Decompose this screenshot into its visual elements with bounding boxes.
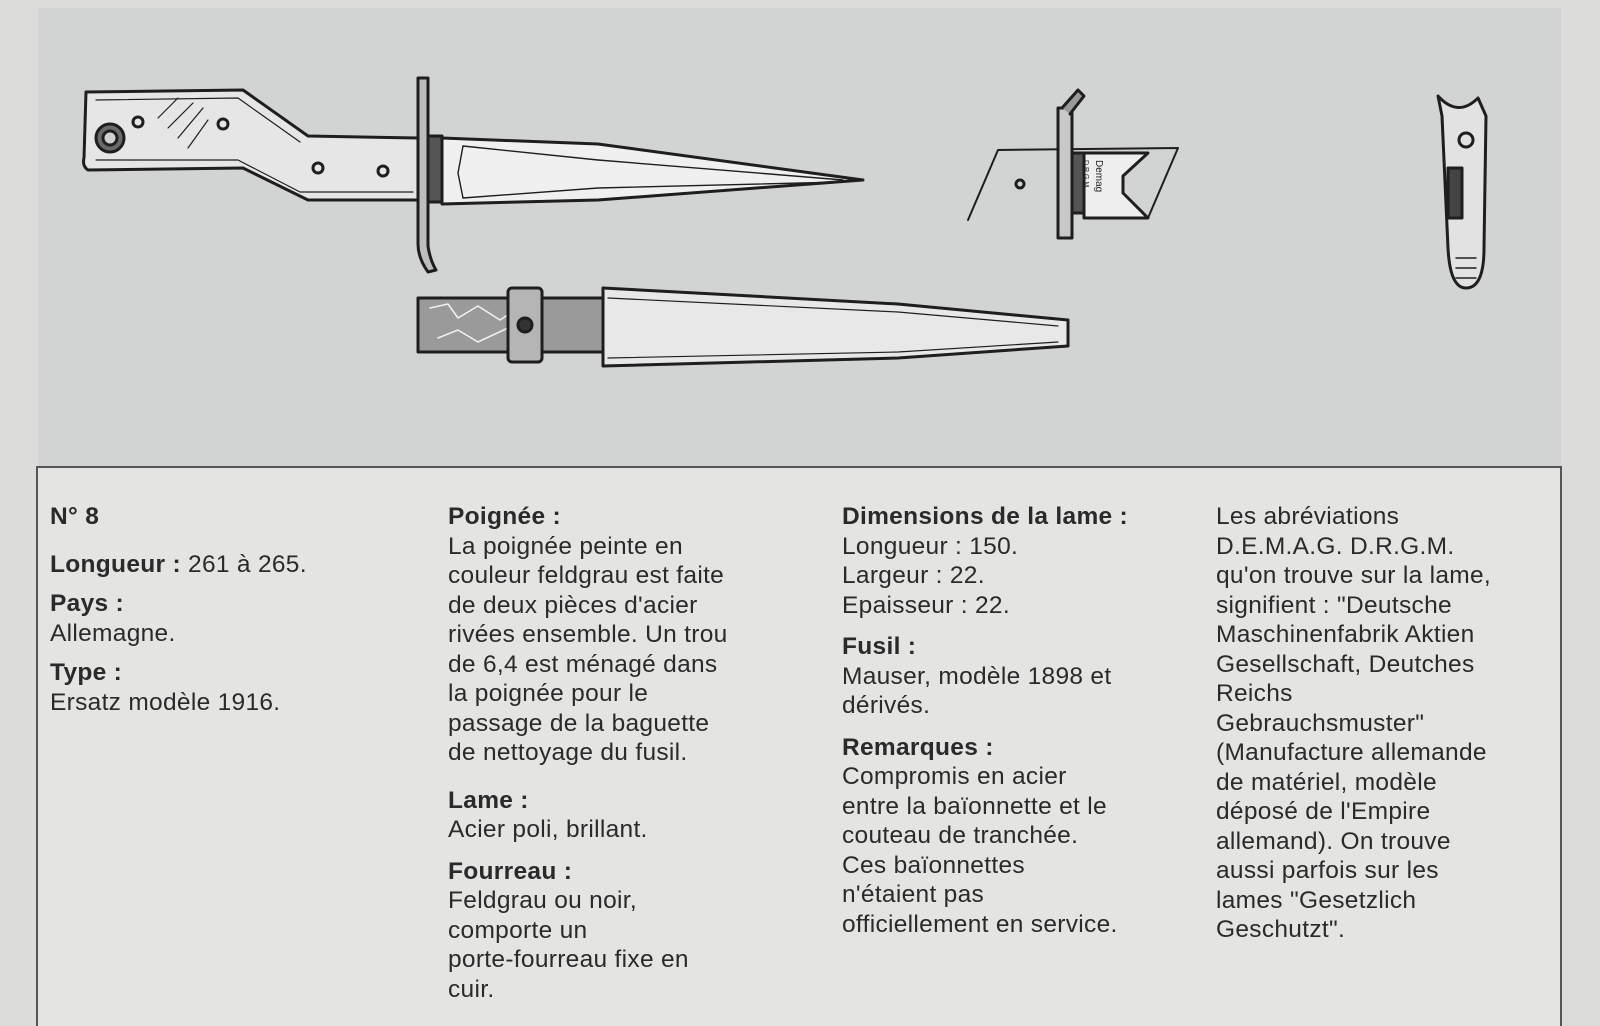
- remarques-line: entre la baïonnette et le: [842, 792, 1107, 820]
- poignee-line: de 6,4 est ménagé dans: [448, 650, 718, 678]
- poignee-line: de nettoyage du fusil.: [448, 739, 688, 766]
- abreviations-line: allemand). On trouve: [1216, 827, 1451, 855]
- longueur-label: Longueur :: [50, 550, 181, 578]
- abreviations-line: Maschinenfabrik Aktien: [1216, 621, 1475, 648]
- abreviations-line: Les abréviations: [1216, 503, 1400, 530]
- remarques-label: Remarques :: [842, 733, 994, 761]
- fourreau-line: cuir.: [448, 975, 495, 1003]
- abreviations-line: qu'on trouve sur la lame,: [1216, 562, 1492, 589]
- remarques-line: couteau de tranchée.: [842, 822, 1079, 849]
- scabbard-body: [603, 288, 1068, 366]
- poignee-line: de deux pièces d'acier: [448, 591, 698, 619]
- poignee-line: passage de la baguette: [448, 709, 710, 737]
- abreviations-line: Reichs: [1216, 680, 1293, 707]
- bayonet-drawing: [38, 8, 1561, 468]
- dimensions-longueur: Longueur : 150.: [842, 532, 1019, 560]
- abreviations-line: Gesellschaft, Deutches: [1216, 650, 1475, 678]
- abreviations-line: (Manufacture allemande: [1216, 739, 1487, 766]
- pays-label: Pays :: [50, 590, 124, 617]
- remarques-line: n'étaient pas: [842, 881, 985, 908]
- type-label: Type :: [50, 659, 123, 686]
- stamp-demag: Demag: [1093, 160, 1104, 193]
- abreviations-line: déposé de l'Empire: [1216, 798, 1431, 825]
- column-dimensions: [842, 502, 1212, 939]
- remarques-line: Ces baïonnettes: [842, 851, 1025, 879]
- column-poignee: [448, 502, 828, 1004]
- longueur-value: 261 à 265.: [188, 550, 307, 578]
- fourreau-line: Feldgrau ou noir,: [448, 887, 637, 914]
- pays-value: Allemagne.: [50, 619, 176, 647]
- stamp-drgm: D.R.G.M.: [1082, 160, 1089, 190]
- fusil-line: dérivés.: [842, 692, 931, 719]
- fusil-label: Fusil :: [842, 633, 917, 660]
- poignee-line: rivées ensemble. Un trou: [448, 621, 728, 648]
- lame-value: Acier poli, brillant.: [448, 816, 648, 843]
- bayonet-illustration: [38, 8, 1561, 468]
- abreviations-line: Geschutzt".: [1216, 916, 1346, 943]
- abreviations-line: signifient : "Deutsche: [1216, 591, 1452, 619]
- remarques-line: Compromis en acier: [842, 763, 1067, 790]
- abreviations-line: lames "Gesetzlich: [1216, 886, 1417, 914]
- bayonet-blade: [442, 138, 863, 204]
- dimensions-label: Dimensions de la lame :: [842, 503, 1129, 530]
- fourreau-line: porte-fourreau fixe en: [448, 946, 689, 973]
- poignee-line: La poignée peinte en: [448, 532, 683, 560]
- type-value: Ersatz modèle 1916.: [50, 688, 281, 716]
- fourreau-label: Fourreau :: [448, 857, 573, 885]
- abreviations-line: D.E.M.A.G. D.R.G.M.: [1216, 532, 1455, 560]
- poignee-line: la poignée pour le: [448, 680, 649, 707]
- fusil-line: Mauser, modèle 1898 et: [842, 662, 1112, 690]
- description-panel: [36, 466, 1562, 1026]
- column-abreviations: [1216, 502, 1561, 945]
- poignee-line: couleur feldgrau est faite: [448, 562, 725, 589]
- remarques-line: officiellement en service.: [842, 910, 1118, 938]
- column-identification: [50, 502, 430, 717]
- poignee-label: Poignée :: [448, 503, 561, 530]
- lame-label: Lame :: [448, 786, 529, 814]
- dimensions-largeur: Largeur : 22.: [842, 562, 985, 589]
- abreviations-line: aussi parfois sur les: [1216, 857, 1439, 884]
- dimensions-epaisseur: Epaisseur : 22.: [842, 591, 1010, 619]
- abreviations-line: Gebrauchsmuster": [1216, 709, 1425, 737]
- entry-number: N° 8: [50, 503, 100, 530]
- abreviations-line: de matériel, modèle: [1216, 768, 1437, 796]
- fourreau-line: comporte un: [448, 916, 588, 944]
